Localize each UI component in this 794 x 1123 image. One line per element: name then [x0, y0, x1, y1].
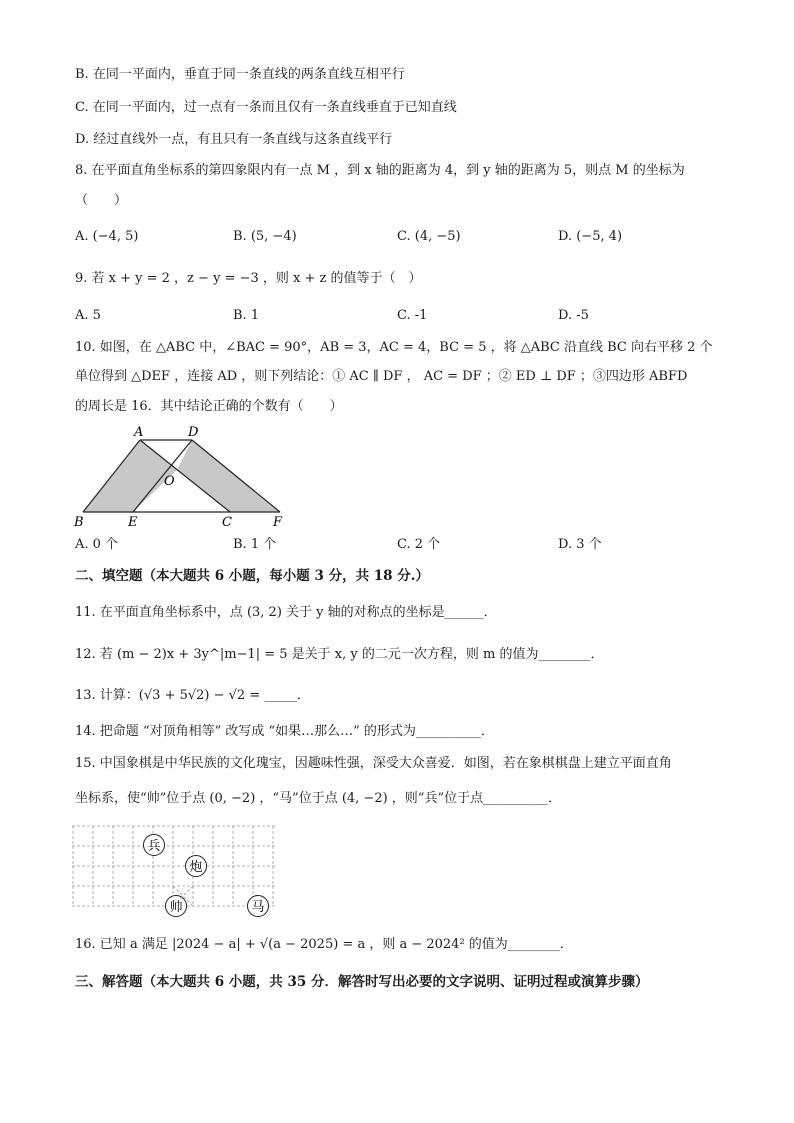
q10-option-b: B. 1 个: [233, 537, 277, 552]
q10-option-c: C. 2 个: [397, 537, 441, 552]
q8-paren: （ ）: [75, 193, 128, 208]
piece-ma-label: 马: [251, 900, 265, 915]
q8-option-a: A. (−4, 5): [75, 229, 139, 244]
label-c: C: [222, 515, 232, 530]
q9-option-b: B. 1: [233, 308, 260, 323]
q8-option-b: B. (5, −4): [233, 229, 297, 244]
piece-pao-label: 炮: [189, 860, 203, 875]
q10-option-d: D. 3 个: [558, 537, 602, 552]
q7-option-b: B. 在同一平面内，垂直于同一条直线的两条直线互相平行: [75, 67, 405, 82]
section-2-heading: 二、填空题（本大题共 6 小题，每小题 3 分，共 18 分.）: [75, 568, 429, 584]
piece-shuai: [166, 896, 187, 917]
label-d: D: [188, 425, 199, 440]
section-3-heading: 三、解答题（本大题共 6 小题，共 35 分．解答时写出必要的文字说明、证明过程或演算步骤）: [75, 974, 649, 990]
piece-bing: [144, 835, 165, 856]
q9-stem: 9. 若 x + y = 2 ，z − y = −3 ，则 x + z 的值等于（ ）: [75, 271, 422, 286]
q9-option-c: C. -1: [397, 308, 428, 323]
label-f: F: [273, 515, 283, 530]
q14: 14. 把命题 “对顶角相等” 改写成 “如果…那么…” 的形式为__________．: [75, 724, 494, 739]
q11: 11. 在平面直角坐标系中，点 (3, 2) 关于 y 轴的对称点的坐标是______．: [75, 605, 497, 620]
q10-line1: 10. 如图，在 △ABC 中，∠BAC = 90°，AB = 3，AC = 4，BC = 5 ，将 △ABC 沿直线 BC 向右平移 2 个: [75, 340, 713, 355]
q8-option-d: D. (−5, 4): [558, 229, 623, 244]
q12: 12. 若 (m − 2)x + 3y^|m−1| = 5 是关于 x, y 的二元一次方程，则 m 的值为________．: [75, 647, 604, 662]
q13: 13. 计算：(√3 + 5√2) − √2 = _____．: [75, 688, 310, 703]
q7-option-c: C. 在同一平面内，过一点有一条而且仅有一条直线垂直于已知直线: [75, 100, 457, 115]
q8-stem: 8. 在平面直角坐标系的第四象限内有一点 M ，到 x 轴的距离为 4，到 y 轴的距离为 5，则点 M 的坐标为: [75, 163, 685, 178]
label-o: O: [164, 474, 175, 489]
q10-line3: 的周长是 16．其中结论正确的个数有（ ）: [75, 399, 343, 414]
q10-line2: 单位得到 △DEF ，连接 AD ，则下列结论：① AC ∥ DF ， AC = DF ；② ED ⊥ DF ；③四边形 ABFD: [75, 369, 688, 384]
q15-chess-board-figure: [72, 824, 282, 920]
piece-ma: [248, 896, 269, 917]
label-e: E: [128, 515, 138, 530]
label-a: A: [134, 425, 144, 440]
q16: 16. 已知 a 满足 |2024 − a| + √(a − 2025) = a ，则 a − 2024² 的值为________．: [75, 937, 573, 952]
q15-line1: 15. 中国象棋是中华民族的文化瑰宝，因趣味性强，深受大众喜爱．如图，若在象棋棋盘上建立平面直角: [75, 756, 672, 771]
piece-bing-label: 兵: [147, 839, 161, 854]
piece-shuai-label: 帅: [169, 900, 183, 915]
q15-line2: 坐标系，使“帅”位于点 (0, −2) ，“马”位于点 (4, −2) ，则“兵”位于点__________．: [75, 791, 562, 806]
q7-option-d: D. 经过直线外一点，有且只有一条直线与这条直线平行: [75, 132, 393, 147]
label-b: B: [74, 515, 84, 530]
triangle-def-shaded: [177, 440, 280, 512]
q9-option-a: A. 5: [75, 308, 101, 323]
q10-translation-figure: [70, 422, 310, 532]
q8-option-c: C. (4, −5): [397, 229, 461, 244]
q10-option-a: A. 0 个: [75, 537, 119, 552]
board-grid: [72, 826, 277, 906]
piece-pao: [186, 856, 207, 877]
q9-option-d: D. -5: [558, 308, 589, 323]
